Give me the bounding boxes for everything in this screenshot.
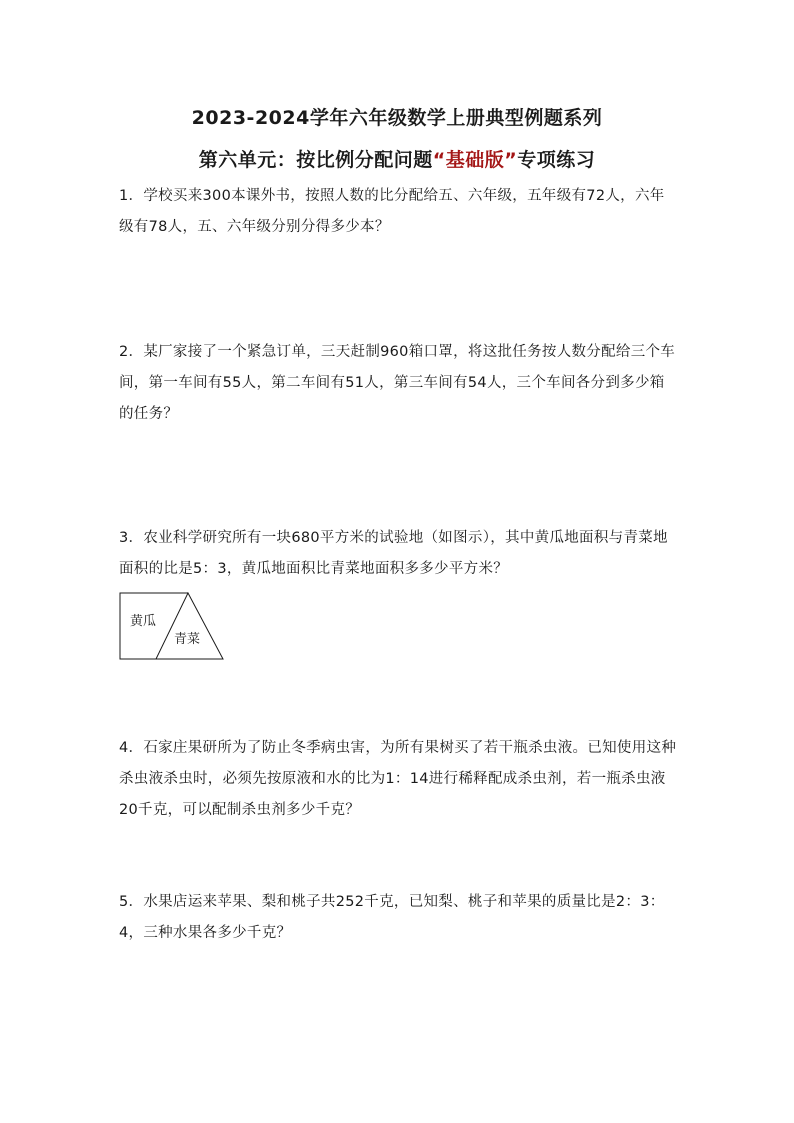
question-1 bbox=[119, 181, 679, 243]
cucumber-label: 黄瓜 bbox=[130, 614, 157, 629]
question-number: 4． bbox=[119, 740, 144, 756]
question-number: 2． bbox=[119, 344, 144, 360]
question-2 bbox=[119, 337, 679, 430]
question-text: 农业科学研究所有一块680平方米的试验地（如图示），其中黄瓜地面积与青菜地面积的比是5：3，黄瓜地面积比青菜地面积多多少平方米？ bbox=[119, 530, 668, 577]
question-text: 水果店运来苹果、梨和桃子共252千克，已知梨、桃子和苹果的质量比是2：3：4，三种水果各多少千克？ bbox=[119, 894, 665, 941]
question-3 bbox=[119, 523, 679, 585]
question-number: 1． bbox=[119, 188, 144, 204]
subtitle-suffix: 专项练习 bbox=[517, 149, 596, 171]
question-4 bbox=[119, 733, 679, 826]
subtitle-prefix: 第六单元：按比例分配问题 bbox=[198, 149, 433, 171]
question-text: 某厂家接了一个紧急订单，三天赶制960箱口罩，将这批任务按人数分配给三个车间，第一车间有55人，第二车间有51人，第三车间有54人，三个车间各分到多少箱的任务？ bbox=[119, 344, 676, 422]
question-text: 石家庄果研所为了防止冬季病虫害，为所有果树买了若干瓶杀虫液。已知使用这种杀虫液杀虫时，必须先按原液和水的比为1：14进行稀释配成杀虫剂，若一瓶杀虫液20千克，可以配制杀虫剂多少千克？ bbox=[119, 740, 677, 818]
subtitle-highlight: “基础版” bbox=[432, 149, 518, 171]
field-diagram bbox=[119, 592, 227, 662]
greens-plot-outline bbox=[156, 593, 223, 659]
question-text: 学校买来300本课外书，按照人数的比分配给五、六年级，五年级有72人，六年级有78人，五、六年级分别分得多少本？ bbox=[119, 188, 665, 235]
question-5 bbox=[119, 887, 679, 949]
greens-label: 青菜 bbox=[174, 632, 201, 647]
question-number: 5． bbox=[119, 894, 144, 910]
question-number: 3． bbox=[119, 530, 144, 546]
worksheet-subtitle bbox=[0, 145, 794, 172]
worksheet-title: 2023-2024学年六年级数学上册典型例题系列 bbox=[191, 107, 603, 129]
